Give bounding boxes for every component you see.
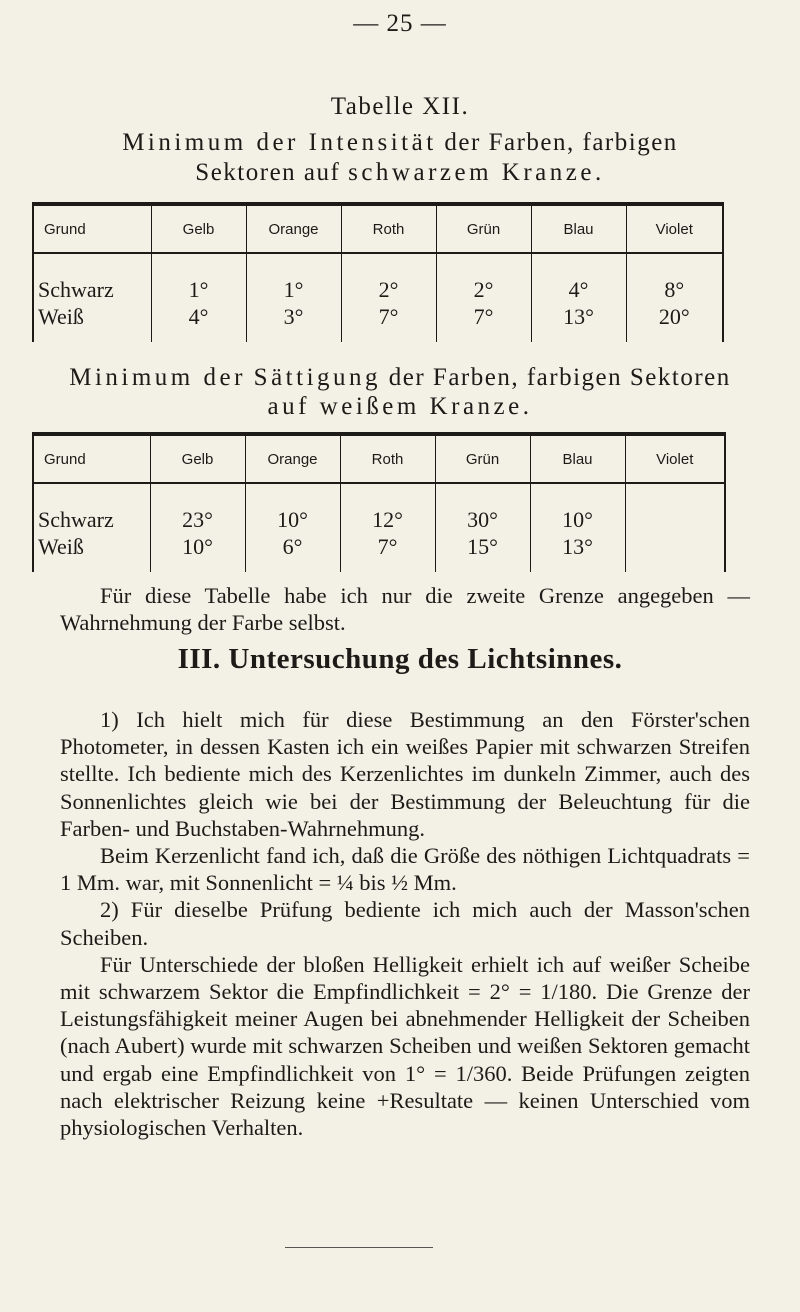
table2-body-row <box>33 483 725 572</box>
table-cell: 10° <box>182 534 213 559</box>
table1-caption-line1 <box>30 128 770 158</box>
table2-cell-gruen <box>435 483 530 572</box>
table-cell: 12° <box>372 507 403 532</box>
table2-caption-spaced-a: Minimum der <box>69 364 246 391</box>
table2-header-roth: Roth <box>340 434 435 483</box>
body-text <box>60 706 750 1141</box>
table-cell: 6° <box>282 534 303 559</box>
table1-header-blau: Blau <box>531 204 626 253</box>
table2-caption-rest: der Farben, farbigen Sektoren <box>381 364 731 391</box>
table-cell: 7° <box>378 304 399 329</box>
table2-cell-grund <box>33 483 150 572</box>
table2-header-blau: Blau <box>530 434 625 483</box>
table2-caption-line2-spaced: auf weißem Kranze. <box>267 393 533 420</box>
table2-caption-line2 <box>30 392 770 422</box>
table-cell: 7° <box>473 304 494 329</box>
table2-header-row <box>33 434 725 483</box>
table-cell: 7° <box>377 534 398 559</box>
table-cell: 10° <box>562 507 593 532</box>
table-cell: 4° <box>188 304 209 329</box>
table-cell: 13° <box>563 304 594 329</box>
table-minimum-intensity <box>32 202 724 342</box>
table2-caption-line1 <box>30 363 770 393</box>
table-cell: Weiß <box>38 534 84 559</box>
table2-header-violet: Violet <box>625 434 725 483</box>
table2-cell-orange <box>245 483 340 572</box>
table1-cell-orange <box>246 253 341 342</box>
table-cell: 15° <box>467 534 498 559</box>
table-cell: 1° <box>188 277 209 302</box>
table2-header-orange: Orange <box>245 434 340 483</box>
table-cell: 13° <box>562 534 593 559</box>
table1-cell-gruen <box>436 253 531 342</box>
table1-cell-roth <box>341 253 436 342</box>
table1-caption-line2 <box>30 158 770 188</box>
table-cell: 30° <box>467 507 498 532</box>
page-number: — 25 — <box>353 10 447 37</box>
table-cell: 10° <box>277 507 308 532</box>
table-note <box>60 582 750 636</box>
table1-header-gruen: Grün <box>436 204 531 253</box>
table1-caption-line2-prefix: Sektoren auf <box>195 159 349 186</box>
table-cell: Schwarz <box>38 277 114 302</box>
table-cell: 2° <box>473 277 494 302</box>
table-cell: Weiß <box>38 304 84 329</box>
table2-cell-roth <box>340 483 435 572</box>
table-cell: 8° <box>664 277 685 302</box>
paragraph-4: Für Unterschiede der bloßen Helligkeit erhielt ich auf weißer Scheibe mit schwarzem Sektor die Empfindlichkeit = 2° = 1/180. Die Grenze der Leistungsfähigkeit meiner Augen bei abnehmender Helligkeit der Scheiben (nach Aubert) wurde mit schwarzen Scheiben und weißen Sektoren gemacht und ergab eine Empfindlichkeit von 1° = 1/360. Beide Prüfungen zeigten nach elektrischer Reizung keine +Resultate — keinen Unterschied vom physiologischen Verhalten. <box>60 951 750 1141</box>
table1-header-gelb: Gelb <box>151 204 246 253</box>
table1-cell-blau <box>531 253 626 342</box>
table1-caption-line2-spaced: schwarzem Kranze. <box>348 159 605 186</box>
table-cell <box>627 533 724 560</box>
table2-cell-blau <box>530 483 625 572</box>
paragraph-1: 1) Ich hielt mich für diese Bestimmung an den Förster'schen Photometer, in dessen Kasten ich ein weißes Papier mit schwarzen Streifen stellte. Ich bediente mich des Kerzenlichtes im dunkeln Zimmer, auch des Sonnenlichtes gleich wie bei der Bestimmung der Beleuchtung für die Farben- und Buchstaben-Wahrnehmung. <box>60 707 750 841</box>
table2-caption-spaced-b: Sättigung <box>253 364 382 391</box>
table1-header-violet: Violet <box>626 204 723 253</box>
paragraph-2: Beim Kerzenlicht fand ich, daß die Größe des nöthigen Lichtquadrats = 1 Mm. war, mit Sonnenlicht = ¼ bis ½ Mm. <box>60 843 750 896</box>
table1-header-grund: Grund <box>33 204 151 253</box>
table2-header-gelb: Gelb <box>150 434 245 483</box>
table-cell: 2° <box>378 277 399 302</box>
table1-caption-spaced: Minimum der Intensität <box>122 129 437 156</box>
table1-title: Tabelle XII. <box>330 93 470 120</box>
table-cell: 20° <box>658 304 690 329</box>
note-paragraph: Für diese Tabelle habe ich nur die zweite Grenze angegeben — Wahrnehmung der Farbe selbst. <box>60 583 750 636</box>
table1-body-row <box>33 253 723 342</box>
table-minimum-saturation <box>32 432 726 572</box>
table1-caption-rest: der Farben, farbigen <box>436 129 678 156</box>
table1-cell-gelb <box>151 253 246 342</box>
table2-header-grund: Grund <box>33 434 150 483</box>
paragraph-3: 2) Für dieselbe Prüfung bediente ich mich auch der Masson'schen Scheiben. <box>60 897 750 950</box>
table-cell: 3° <box>283 304 304 329</box>
table-cell <box>627 506 724 533</box>
table1-cell-grund <box>33 253 151 342</box>
table-cell: Schwarz <box>38 507 114 532</box>
table-cell: 23° <box>182 507 213 532</box>
table-cell: 4° <box>568 277 589 302</box>
section-heading: III. Untersuchung des Lichtsinnes. <box>177 643 623 675</box>
table1-header-roth: Roth <box>341 204 436 253</box>
table2-header-gruen: Grün <box>435 434 530 483</box>
table1-header-row <box>33 204 723 253</box>
footer-rule <box>285 1247 433 1248</box>
table2-cell-gelb <box>150 483 245 572</box>
table1-cell-violet <box>626 253 723 342</box>
table1-header-orange: Orange <box>246 204 341 253</box>
table2-cell-violet <box>625 483 725 572</box>
table-cell: 1° <box>283 277 304 302</box>
